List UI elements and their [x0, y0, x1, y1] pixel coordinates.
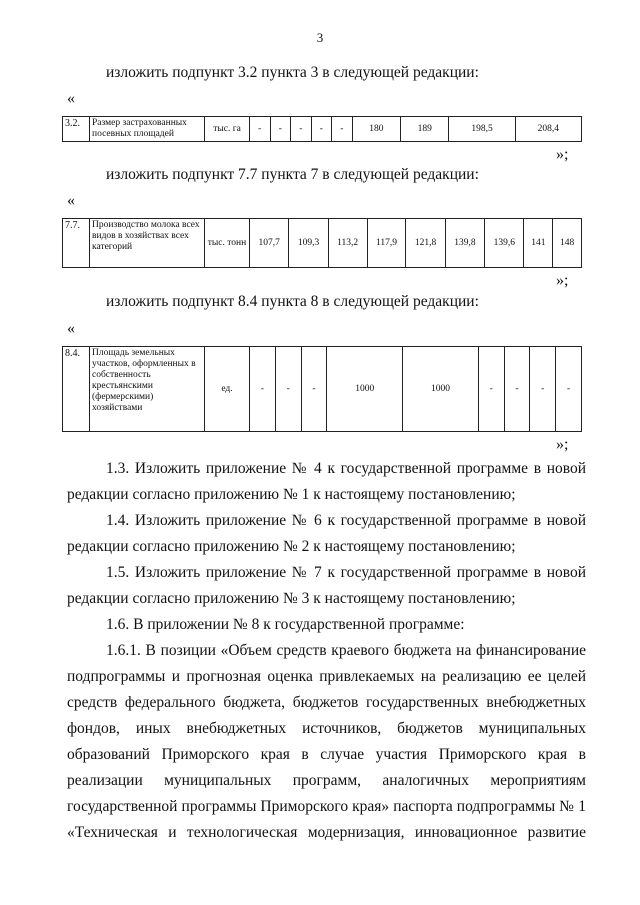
value-cell: -: [530, 347, 556, 432]
paragraph-1-6-1-line-8: «Техническая и технологическая модернизация, инновационное развитие: [67, 824, 586, 841]
value-cell: -: [504, 347, 530, 432]
paragraph-1-4-line-2: редакции согласно приложению № 2 к настоящему постановлению;: [67, 538, 516, 555]
value-cell: 180: [352, 117, 400, 142]
indicator-table-7-7: [62, 218, 582, 268]
paragraph-1-3-line-2: редакции согласно приложению № 1 к настоящему постановлению;: [67, 486, 516, 503]
value-cell: 139,8: [445, 219, 484, 268]
value-cell: 139,6: [485, 219, 524, 268]
value-cell: -: [556, 347, 582, 432]
indicator-name: Площадь земельных участков, оформленных в собственность крестьянскими (фермерскими) хозяйствами: [90, 347, 205, 432]
table-row: [63, 347, 582, 432]
paragraph-1-5-line-1: 1.5. Изложить приложение № 7 к государственной программе в новой: [106, 564, 586, 581]
value-cell: 109,3: [289, 219, 328, 268]
close-quote: »;: [556, 272, 569, 289]
value-cell: 1000: [327, 347, 403, 432]
value-cell: -: [478, 347, 504, 432]
paragraph-1-5-line-2: редакции согласно приложению № 3 к настоящему постановлению;: [67, 590, 516, 607]
indicator-name: Размер застрахованных посевных площадей: [90, 117, 205, 142]
section-intro-3-2: изложить подпункт 3.2 пункта 3 в следующей редакции:: [106, 64, 479, 81]
value-cell: -: [275, 347, 301, 432]
row-number: 8.4.: [63, 347, 90, 432]
paragraph-1-6-1-line-5: образований Приморского края в случае участия Приморского края в: [67, 746, 586, 763]
paragraph-1-6-1-line-1: 1.6.1. В позиции «Объем средств краевого бюджета на финансирование: [106, 642, 586, 659]
value-cell: 107,7: [250, 219, 289, 268]
close-quote: »;: [556, 436, 569, 453]
value-cell: 148: [553, 219, 582, 268]
paragraph-1-6-1-line-2: подпрограммы и прогнозная оценка привлекаемых на реализацию ее целей: [67, 668, 586, 685]
table-row: [63, 117, 582, 142]
open-quote: «: [67, 320, 75, 337]
value-cell: -: [301, 347, 327, 432]
paragraph-1-6: 1.6. В приложении № 8 к государственной программе:: [106, 616, 465, 633]
indicator-name: Производство молока всех видов в хозяйствах всех категорий: [90, 219, 205, 268]
indicator-table-8-4: [62, 346, 582, 432]
value-cell: 113,2: [328, 219, 367, 268]
page-number: 3: [316, 30, 324, 45]
close-quote: »;: [556, 146, 569, 163]
indicator-unit: ед.: [205, 347, 250, 432]
value-cell: -: [291, 117, 312, 142]
paragraph-1-6-1-line-7: государственной программы Приморского края» паспорта подпрограммы № 1: [67, 798, 586, 815]
section-intro-7-7: изложить подпункт 7.7 пункта 7 в следующей редакции:: [106, 166, 479, 183]
value-cell: 198,5: [449, 117, 515, 142]
indicator-table-3-2: [62, 116, 582, 142]
value-cell: 117,9: [367, 219, 406, 268]
row-number: 7.7.: [63, 219, 90, 268]
value-cell: -: [311, 117, 332, 142]
value-cell: -: [250, 117, 271, 142]
paragraph-1-6-1-line-3: средств федерального бюджета, бюджетов государственных внебюджетных: [67, 694, 586, 711]
indicator-unit: тыс. тонн: [205, 219, 250, 268]
paragraph-1-3-line-1: 1.3. Изложить приложение № 4 к государственной программе в новой: [106, 460, 586, 477]
value-cell: 189: [401, 117, 449, 142]
open-quote: «: [67, 90, 75, 107]
open-quote: «: [67, 192, 75, 209]
paragraph-1-6-1-line-4: фондов, иных внебюджетных источников, бюджетов муниципальных: [67, 720, 586, 737]
value-cell: -: [332, 117, 353, 142]
value-cell: -: [250, 347, 276, 432]
paragraph-1-4-line-1: 1.4. Изложить приложение № 6 к государственной программе в новой: [106, 512, 586, 529]
row-number: 3.2.: [63, 117, 90, 142]
table-row: [63, 219, 582, 268]
value-cell: 1000: [403, 347, 479, 432]
value-cell: -: [270, 117, 291, 142]
section-intro-8-4: изложить подпункт 8.4 пункта 8 в следующей редакции:: [106, 293, 479, 310]
value-cell: 121,8: [406, 219, 445, 268]
value-cell: 208,4: [515, 117, 581, 142]
indicator-unit: тыс. га: [205, 117, 250, 142]
paragraph-1-6-1-line-6: реализации муниципальных программ, аналогичных мероприятиям: [67, 772, 586, 789]
value-cell: 141: [524, 219, 553, 268]
